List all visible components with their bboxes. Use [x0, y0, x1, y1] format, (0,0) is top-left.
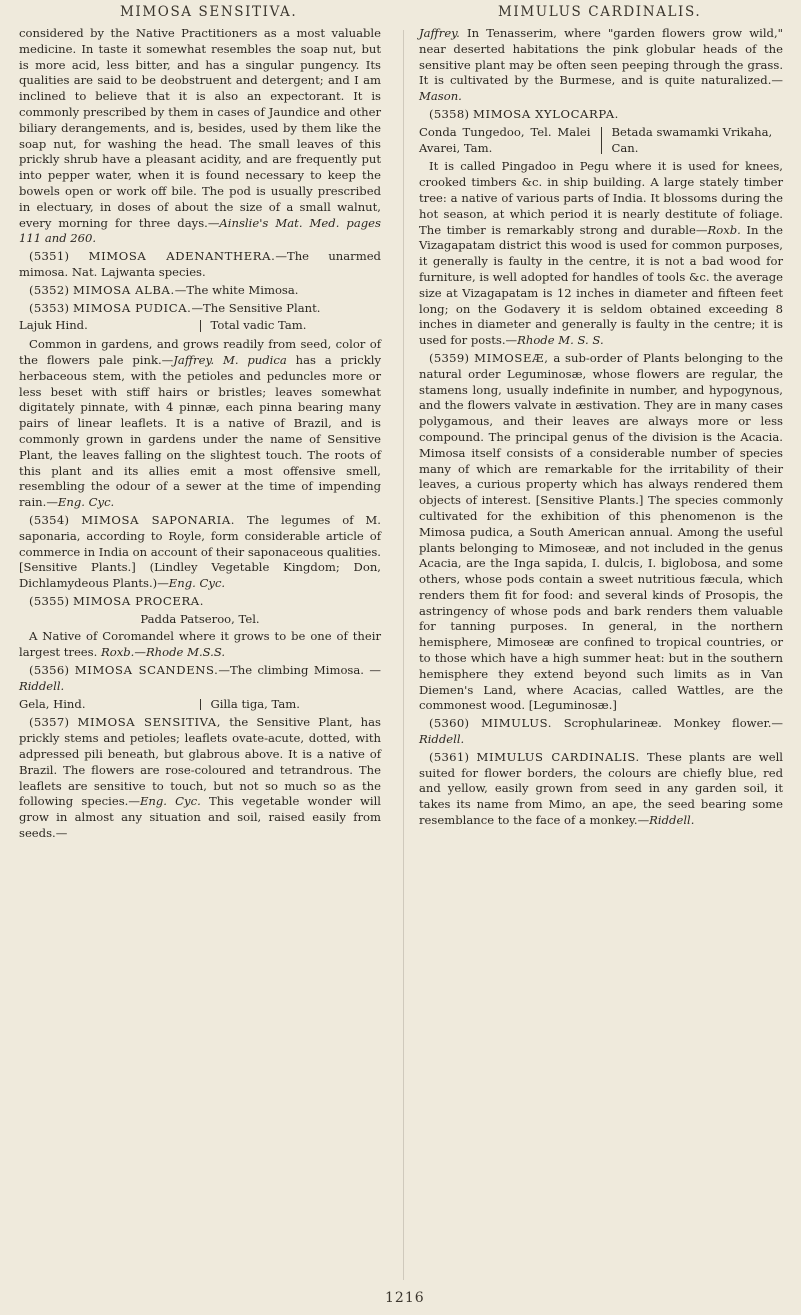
- entry-text: has a prickly herbaceous stem, with the petioles and peduncles more or less beset with stiff hairs or bristles; leaves somewhat digitately pinnate, with 4 pinnæ, each pinna bearing many pairs of linear leaflets. It is a native of Brazil, and is commonly grown in gardens under the name of Sensitive Plant, the leaves falling on the slightest touch. The roots of this plant and its allies emit a most offensive smell, resembling the odour of a sewer at the time of impending rain.—: [19, 352, 381, 510]
- paragraph-text: In Tenasserim, where "garden flowers grow wild," near deserted habitations the pink globular heads of the sensitive plant may be often seen peeping through the grass. It is cultivated by the Burmese, and is quite naturalized.—: [419, 26, 784, 88]
- entry-text: A Native of Coromandel where it grows to be one of their largest trees.: [19, 629, 381, 660]
- entry-headword: MIMOSA ALBA.: [73, 282, 175, 297]
- entry-5351: [19, 249, 381, 281]
- entry-headword: MIMOSA SENSITIVA,: [77, 715, 222, 730]
- entry-text: the Sensitive Plant, has prickly stems and petioles; leaflets ovate-acute, dotted, with adpressed pili beneath, but glabrous above. It is a native of Brazil. The flowers are rose-coloured and tetrandrous. The leaflets are sensitive to touch, but not so much so as the following species.—: [19, 715, 382, 809]
- vernacular-name: Gela, Hind.: [19, 696, 86, 711]
- entry-number: (5357): [29, 715, 70, 730]
- entry-headword: MIMULUS CARDINALIS.: [476, 749, 640, 764]
- entry-text: The legumes of M. saponaria, according to Royle, form considerable article of commerce in India on account of their saponaceous qualities. [Sensitive Plants.] (Lindley Vegetable Kingdom; Don, Dichlamydeous Plants.)—: [19, 512, 381, 591]
- entry-number: (5355): [29, 593, 70, 608]
- continued-paragraph: [19, 26, 381, 247]
- entry-body: [19, 629, 381, 661]
- entry-headword: MIMOSA PUDICA.: [73, 300, 192, 315]
- citation: Rhode M. S. S.: [517, 333, 604, 348]
- citation: Roxb.: [707, 222, 741, 237]
- entry-5357: [19, 715, 381, 841]
- running-head-right: MIMULUS CARDINALIS.: [498, 4, 702, 20]
- entry-text: These plants are well suited for flower borders, the colours are chiefly blue, red and yellow, easily grown from seed in any garden soil, it takes its name from Mimo, an ape, the seed bearing some resemblance to the face of a monkey.—: [419, 749, 783, 828]
- entry-headword: MIMOSA SAPONARIA.: [81, 512, 236, 527]
- vernacular-name: Gilla tiga, Tam.: [210, 696, 300, 711]
- citation: Riddell.: [419, 732, 465, 747]
- entry-text: Common in gardens, and grows readily from seed, color of the flowers pale pink.—: [19, 337, 381, 367]
- entry-5355: [19, 594, 381, 610]
- entry-text: It is called Pingadoo in Pegu where it is used for knees, crooked timbers &c. in ship building. A large stately timber tree: a native of various parts of India. It blossoms during the hot season, at which period it is nearly destitute of foliage. The timber is remarkably strong and durable—: [419, 159, 783, 237]
- divider: [200, 320, 201, 332]
- vernacular-name: Lajuk Hind.: [19, 318, 88, 333]
- entry-5354: [19, 513, 381, 592]
- entry-text: Scrophularineæ. Monkey flower.—: [563, 716, 784, 731]
- running-head-left: MIMOSA SENSITIVA.: [120, 4, 298, 20]
- entry-number: (5356): [29, 663, 70, 678]
- left-column: [19, 26, 381, 844]
- page-number: 1216: [385, 1290, 425, 1306]
- paragraph-text: considered by the Native Practitioners as a most valuable medicine. In taste it somewhat resembles the soap nut, but is more acid, less bitter, and has a singular pungency. Its qualities are said to be deobstruent and detergent; and I am inclined to believe that it is also an expectorant. It is commonly prescribed by them in cases of Jaundice and other biliary derangements, and is, besides, used by them like the soap nut, for washing the head. The small leaves of this prickly shrub have a pleasant acidity, and are frequently put into pepper water, when it is found necessary to keep the bowels open or work off bile. The pod is usually prescribed in electuary, in doses of about the size of a small walnut, every morning for three days.—: [19, 26, 381, 230]
- entry-text: —The Sensitive Plant.: [191, 300, 321, 315]
- vernacular-names: [419, 125, 783, 157]
- citation: Jaffrey. M. pudica: [173, 352, 287, 367]
- entry-text: a sub-order of Plants belonging to the natural order Leguminosæ, whose flowers are regular, the stamens long, usually indefinite in number, and hypogynous, and the flowers valvate in æstivation. They are in many cases polygamous, and their leaves are always more or less compound. The principal genus of the division is the Acacia. Mimosa itself consists of a considerable number of species many of which are remarkable for the irritability of their leaves, a curious property which has always rendered them objects of interest. [Sensitive Plants.] The species commonly cultivated for the exhibition of this phenomenon is the Mimosa pudica, a South American annual. Among the useful plants belonging to Mimoseæ, and not included in the genus Acacia, are the Inga sapida, I. dulcis, I. biglobosa, and some others, whose pods contain a sweet nutritious fæcula, which renders them fit for food: and several kinds of Prosopis, the astringency of whose pods and bark renders them valuable for tanning purposes. In general, in the northern hemisphere, Mimoseæ are confined to tropical countries, or to those which have a high summer heat: but in the southern hemisphere they extend beyond such limits as in Van Diemen's Land, where Acacias, called Wattles, are the commonest wood. [Leguminosæ.]: [419, 350, 784, 713]
- column-gutter: [403, 30, 404, 1280]
- entry-body: [419, 159, 783, 349]
- entry-number: (5360): [429, 716, 470, 731]
- entry-headword: MIMOSA XYLOCARPA.: [473, 106, 619, 121]
- entry-5358: [419, 107, 783, 123]
- entry-5353: [19, 301, 381, 317]
- entry-headword: MIMOSEÆ,: [474, 350, 549, 365]
- entry-5359: [419, 351, 783, 714]
- citation: Mason.: [419, 89, 462, 104]
- vernacular-name: Total vadic Tam.: [210, 318, 307, 333]
- entry-headword: MIMOSA ADENANTHERA.: [88, 249, 276, 264]
- entry-5356: [19, 663, 381, 695]
- entry-number: (5352): [29, 282, 70, 297]
- vernacular-name: Betada swamamki Vrikaha, Can.: [611, 124, 773, 155]
- vernacular-name: Padda Patseroo, Tel.: [140, 611, 260, 626]
- continued-paragraph: [419, 26, 783, 105]
- entry-5360: [419, 716, 783, 748]
- entry-text: In the Vizagapatam district this wood is used for common purposes, it generally is faulty in the centre, it is not a bad wood for furniture, is well adopted for handles of tools &c. the average size at Vizagapatam is 12 inches in diameter and fifteen feet long; on the Godavery it is seldom obtained exceeding 8 inches in diameter and generally is faulty in the centre; it is used for posts.—: [419, 222, 783, 348]
- entry-headword: MIMOSA PROCERA.: [73, 593, 205, 608]
- citation: Riddell.: [649, 813, 695, 828]
- entry-text: —The unarmed mimosa. Nat. Lajwanta species.: [19, 249, 381, 279]
- citation: Eng. Cyc.: [139, 794, 201, 809]
- entry-number: (5359): [429, 350, 470, 365]
- entry-body: [19, 337, 381, 511]
- entry-number: (5361): [429, 749, 470, 764]
- entry-5361: [419, 750, 783, 829]
- vernacular-name: Conda Tungedoo, Tel. Malei Avarei, Tam.: [419, 124, 591, 155]
- vernacular-names: [19, 697, 381, 713]
- right-column: [419, 26, 783, 831]
- entry-text: This vegetable wonder will grow in almost any situation and soil, raised easily from seeds.—: [19, 794, 382, 841]
- entry-number: (5358): [429, 106, 470, 121]
- citation: Eng. Cyc.: [57, 495, 115, 510]
- citation: Eng. Cyc.: [168, 576, 226, 591]
- vernacular-names: [19, 318, 381, 334]
- divider: [200, 699, 201, 711]
- entry-text: —The white Mimosa.: [174, 282, 299, 297]
- citation: Ainslie's Mat. Med. pages 111 and 260.: [19, 215, 381, 246]
- divider: [601, 127, 602, 155]
- entry-number: (5354): [29, 512, 70, 527]
- citation: Jaffrey.: [419, 26, 460, 40]
- entry-headword: MIMOSA SCANDENS.: [74, 663, 219, 678]
- entry-number: (5351): [29, 249, 70, 264]
- entry-number: (5353): [29, 300, 70, 315]
- entry-text: —The climbing Mimosa.: [218, 663, 364, 678]
- entry-headword: MIMULUS.: [481, 716, 553, 731]
- citation: Roxb.—Rhode M.S.S.: [101, 645, 226, 660]
- citation: —Riddell.: [19, 663, 381, 693]
- entry-5352: [19, 283, 381, 299]
